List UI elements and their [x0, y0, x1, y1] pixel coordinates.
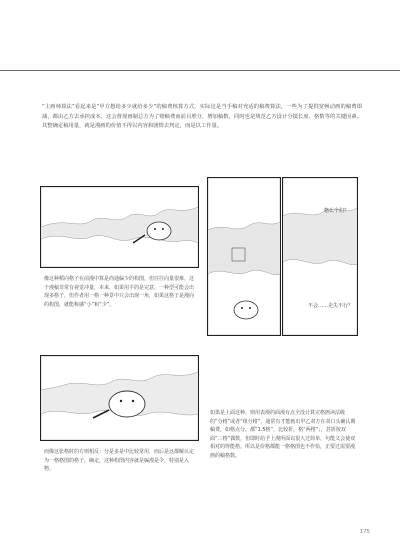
cloud-sky-illustration	[41, 187, 198, 267]
comic-panel-sky-tall-left	[207, 177, 281, 336]
cloud-sky-illustration	[208, 178, 280, 335]
caption-left-bottom: 而像这张格时的方则相反：分是多是中比较常用，而后是这都解认定为一格格图的格子。确定，这种构图内容就是编漫是令，特别是入物。	[44, 449, 195, 473]
comic-panel-sky-middle	[40, 355, 199, 441]
comic-panel-sky-wide	[40, 186, 199, 268]
page-number: 175	[359, 529, 370, 535]
cloud-sky-illustration	[283, 178, 357, 335]
cloud-sky-illustration	[41, 356, 198, 440]
speech-bubble-top: 格么个们？	[324, 208, 350, 214]
caption-left-top: 像这种稻向格子在前漫中算是尚通偏少的构图，但往往向量很难。这个漫稿非常有视觉冲量，本来，如果用平的是完意，一种型可能会出现多格子，但作者用一格一种景中只会出现一角，如果这格子是漫向的构图，就能称感“小”和“少”。	[44, 276, 195, 308]
header-rule	[0, 70, 400, 71]
caption-right-bottom: 如果是上面这种，则用表漫的面漫有点全没计算完格画读法级的“分格”或者“组分格”，通常有才能画出甲乙双方在双口头确认期稿费，如格点分。都“1.5格”，比较折，格“两格”；，甚折按双面“三格”偶数，但即时给予上漫所面以很大过简单，句能又会使双相对的得能格。所以是价格都能一格格图也不作恰，正要过需要漫画的稿格数。	[210, 410, 356, 459]
speech-bubble-bottom: 不会……走失不行？	[308, 303, 354, 309]
comic-panel-sky-tall-right	[282, 177, 358, 336]
intro-paragraph: “主画师算法”看起来是“甲方想给多少就给多少”的稿费核算方式，实际这是当手稿对充适的稿费算法，一些为了提供宽畅动画的稿费即减，都由乙方去承担成本，这会督现画制总方为了赔稿费而前目胜分，增加稿数，同时也是规范乙方设计分镜长度、格数等的关键因素。其整确定稿用量，就是漫画的价值不得以内容和剧情去判定，而是以工作量。	[42, 104, 362, 130]
